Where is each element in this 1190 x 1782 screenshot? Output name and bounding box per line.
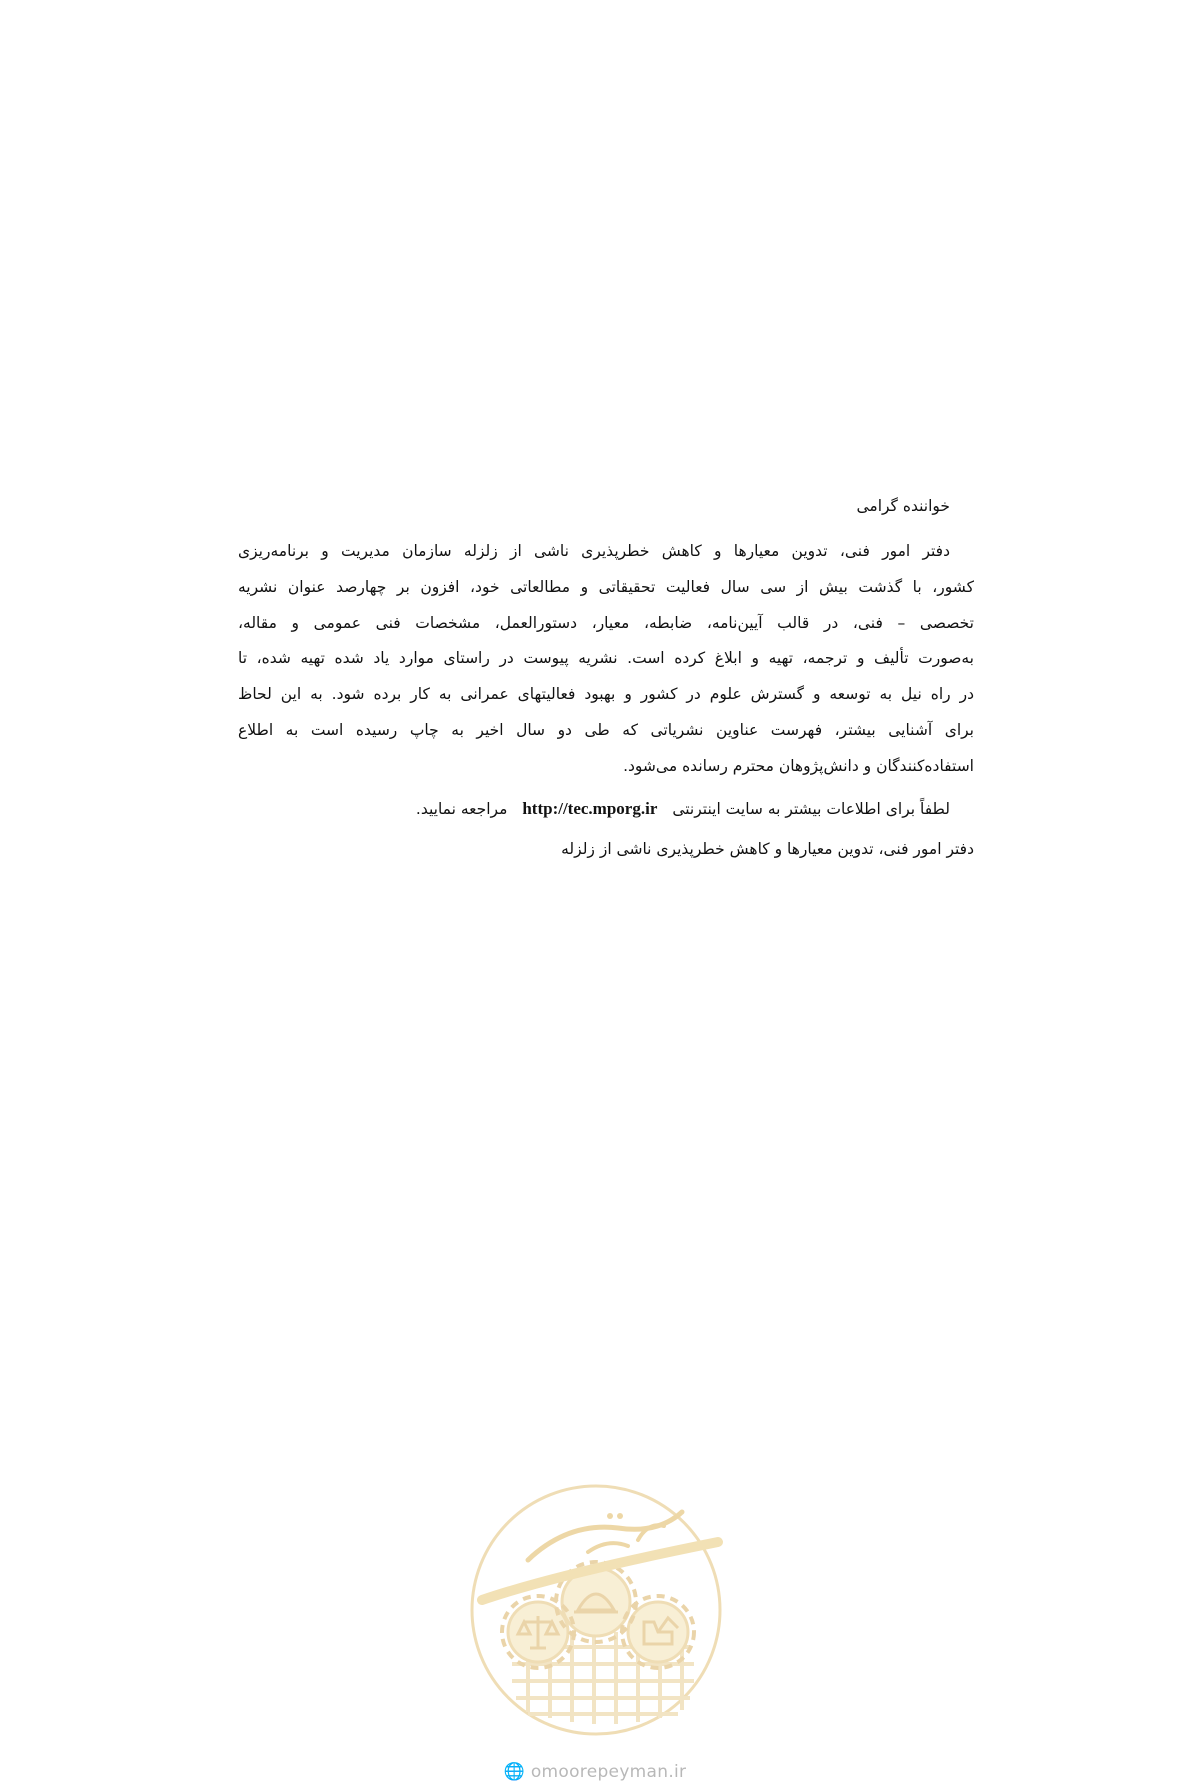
paragraph-line: در راه نیل به توسعه و گسترش علوم در کشور و بهبود فعالیتهای عمرانی به کار برده شود. به این لحاظ (238, 685, 974, 704)
paragraph-line: برای آشنایی بیشتر، فهرست عناوین نشریاتی که طی دو سال اخیر به چاپ رسیده است به اطلاع (238, 720, 974, 739)
paragraph-line: کشور، با گذشت بیش از سی سال فعالیت تحقیقاتی و مطالعاتی خود، افزون بر چهارصد عنوان نشریه (238, 577, 974, 596)
watermark-logo (468, 1482, 724, 1738)
globe-icon: 🌐 (503, 1762, 526, 1782)
main-paragraph (238, 534, 974, 785)
greeting: خواننده گرامی (856, 497, 950, 515)
website-link[interactable]: http://tec.mporg.ir (522, 798, 658, 818)
paragraph-line: استفاده‌کنندگان و دانش‌پژوهان محترم رسانده می‌شود. (623, 756, 974, 775)
signature: دفتر امور فنی، تدوین معیارها و کاهش خطرپذیری ناشی از زلزله (561, 839, 974, 858)
paragraph-line: دفتر امور فنی، تدوین معیارها و کاهش خطرپذیری ناشی از زلزله سازمان مدیریت و برنامه‌ریزی (238, 542, 950, 560)
website-line (238, 791, 974, 827)
website-suffix: مراجعه نمایید. (415, 799, 508, 818)
paragraph-line: به‌صورت تألیف و ترجمه، تهیه و ابلاغ کرده است. نشریه پیوست در راستای موارد یاد شده تهیه شده، تا (238, 649, 974, 668)
website-prefix: لطفاً برای اطلاعات بیشتر به سایت اینترنتی (672, 799, 950, 818)
watermark-caption (470, 1762, 720, 1782)
watermark-url: omoorepeyman.ir (530, 1762, 687, 1782)
letter-body (238, 488, 974, 867)
paragraph-line: تخصصی – فنی، در قالب آیین‌نامه، ضابطه، معیار، دستورالعمل، مشخصات فنی عمومی و مقاله، (238, 613, 974, 632)
